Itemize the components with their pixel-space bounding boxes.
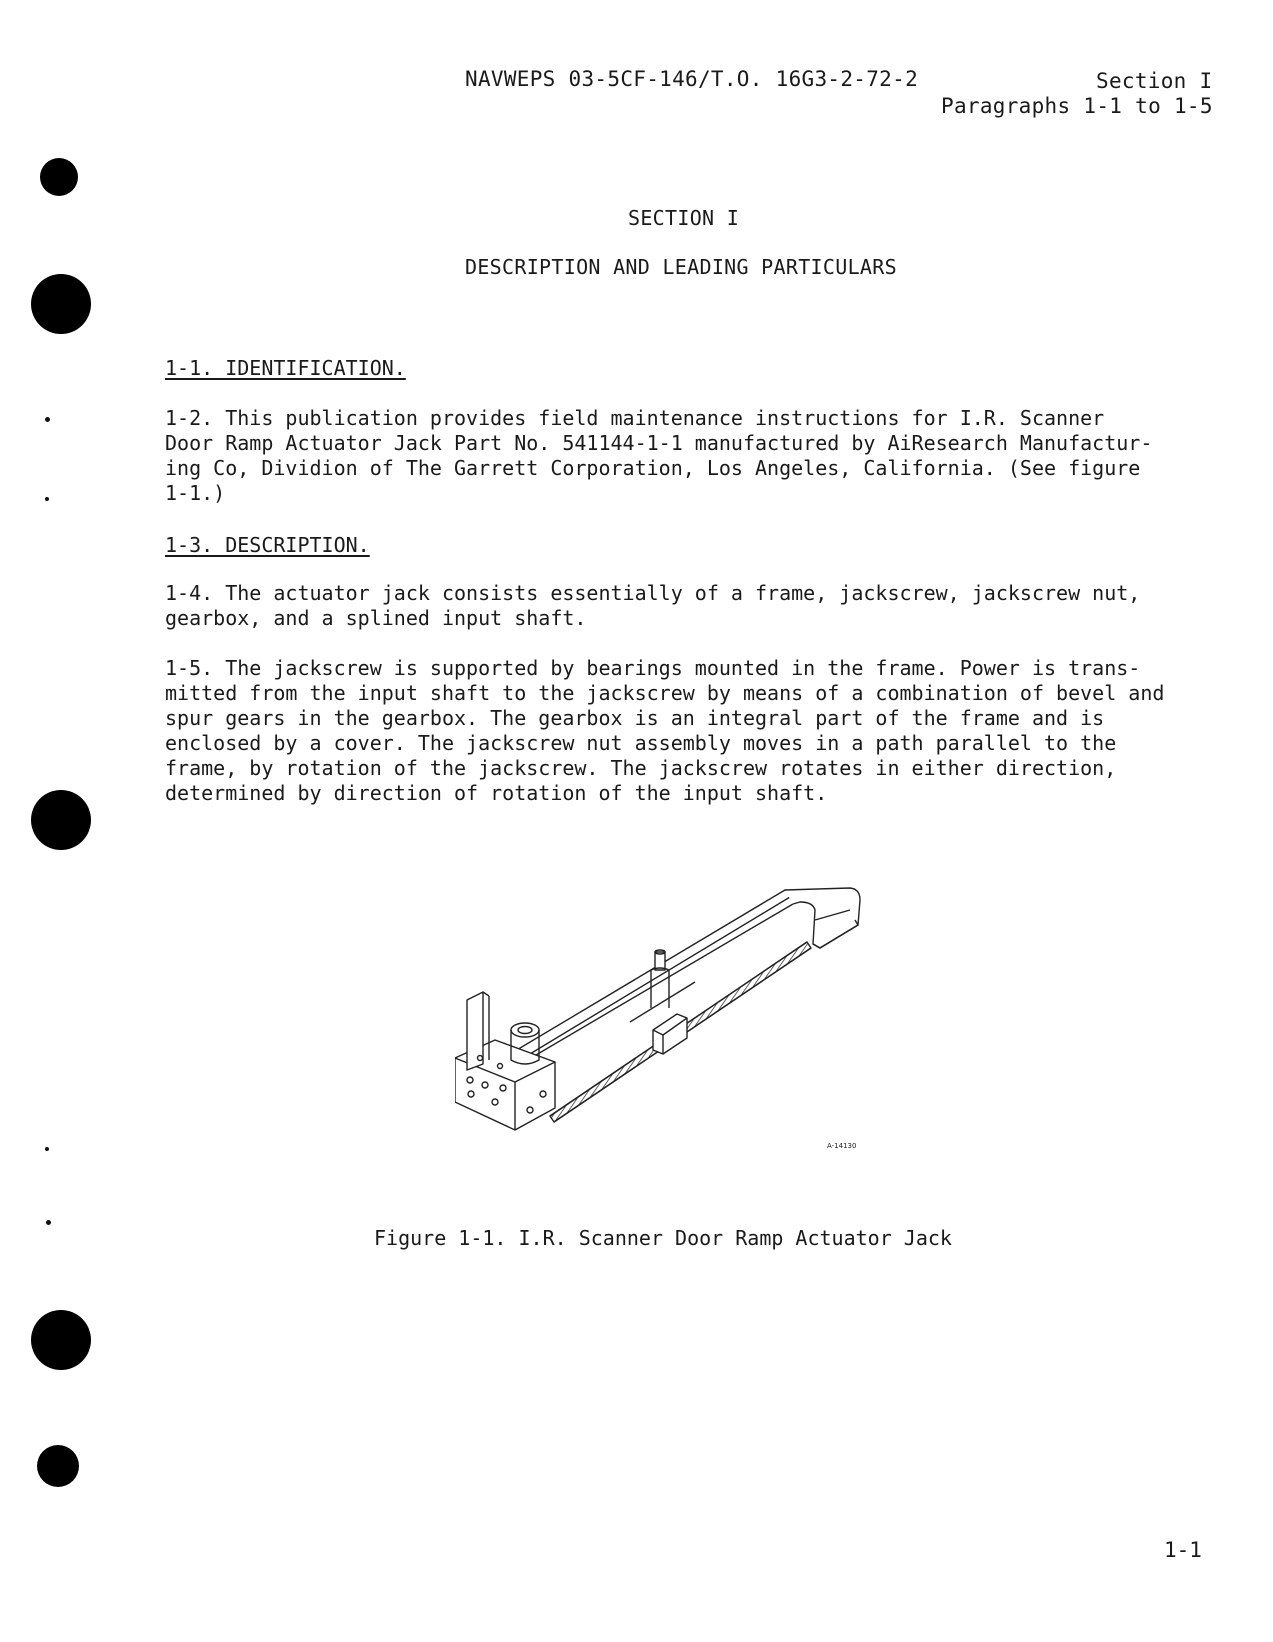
margin-mark xyxy=(45,497,49,501)
section-title: SECTION I xyxy=(628,206,740,230)
paragraph-line: gearbox, and a splined input shaft. xyxy=(165,606,587,630)
margin-mark xyxy=(45,417,50,422)
paragraph-line: Door Ramp Actuator Jack Part No. 541144-1-1 manufactured by AiResearch Manufactur- xyxy=(165,431,1153,455)
section-subtitle: DESCRIPTION AND LEADING PARTICULARS xyxy=(465,255,897,279)
paragraph-line: 1-4. The actuator jack consists essentially of a frame, jackscrew, jackscrew nut, xyxy=(165,581,1141,605)
actuator-jack-illustration xyxy=(455,880,915,1170)
paragraph-1-5 xyxy=(165,656,1210,806)
paragraphs-range: Paragraphs 1-1 to 1-5 xyxy=(941,94,1213,118)
binder-hole xyxy=(31,274,91,334)
binder-hole xyxy=(40,158,78,196)
paragraph-1-4 xyxy=(165,581,1210,631)
paragraph-line: enclosed by a cover. The jackscrew nut assembly moves in a path parallel to the xyxy=(165,731,1117,755)
section-label: Section I xyxy=(1096,69,1213,93)
figure-caption: Figure 1-1. I.R. Scanner Door Ramp Actuator Jack xyxy=(374,1226,952,1250)
margin-mark xyxy=(45,1147,49,1151)
paragraph-line: frame, by rotation of the jackscrew. The jackscrew rotates in either direction, xyxy=(165,756,1117,780)
paragraph-1-2 xyxy=(165,406,1210,506)
binder-hole xyxy=(31,1310,91,1370)
document-number: NAVWEPS 03-5CF-146/T.O. 16G3-2-72-2 xyxy=(465,67,919,91)
binder-hole xyxy=(31,790,91,850)
heading-description: 1-3. DESCRIPTION. xyxy=(165,533,370,557)
paragraph-line: mitted from the input shaft to the jackscrew by means of a combination of bevel and xyxy=(165,681,1165,705)
heading-identification: 1-1. IDENTIFICATION. xyxy=(165,356,406,380)
drawing-number: A-14130 xyxy=(827,1142,857,1150)
margin-mark xyxy=(46,1220,51,1225)
page-number: 1-1 xyxy=(1164,1538,1202,1562)
paragraph-line: ing Co, Dividion of The Garrett Corporation, Los Angeles, California. (See figure xyxy=(165,456,1141,480)
paragraph-line: 1-2. This publication provides field maintenance instructions for I.R. Scanner xyxy=(165,406,1105,430)
paragraph-line: spur gears in the gearbox. The gearbox is an integral part of the frame and is xyxy=(165,706,1105,730)
binder-hole xyxy=(37,1445,79,1487)
paragraph-line: determined by direction of rotation of the input shaft. xyxy=(165,781,828,805)
paragraph-line: 1-5. The jackscrew is supported by bearings mounted in the frame. Power is trans- xyxy=(165,656,1141,680)
paragraph-line: 1-1.) xyxy=(165,481,226,505)
